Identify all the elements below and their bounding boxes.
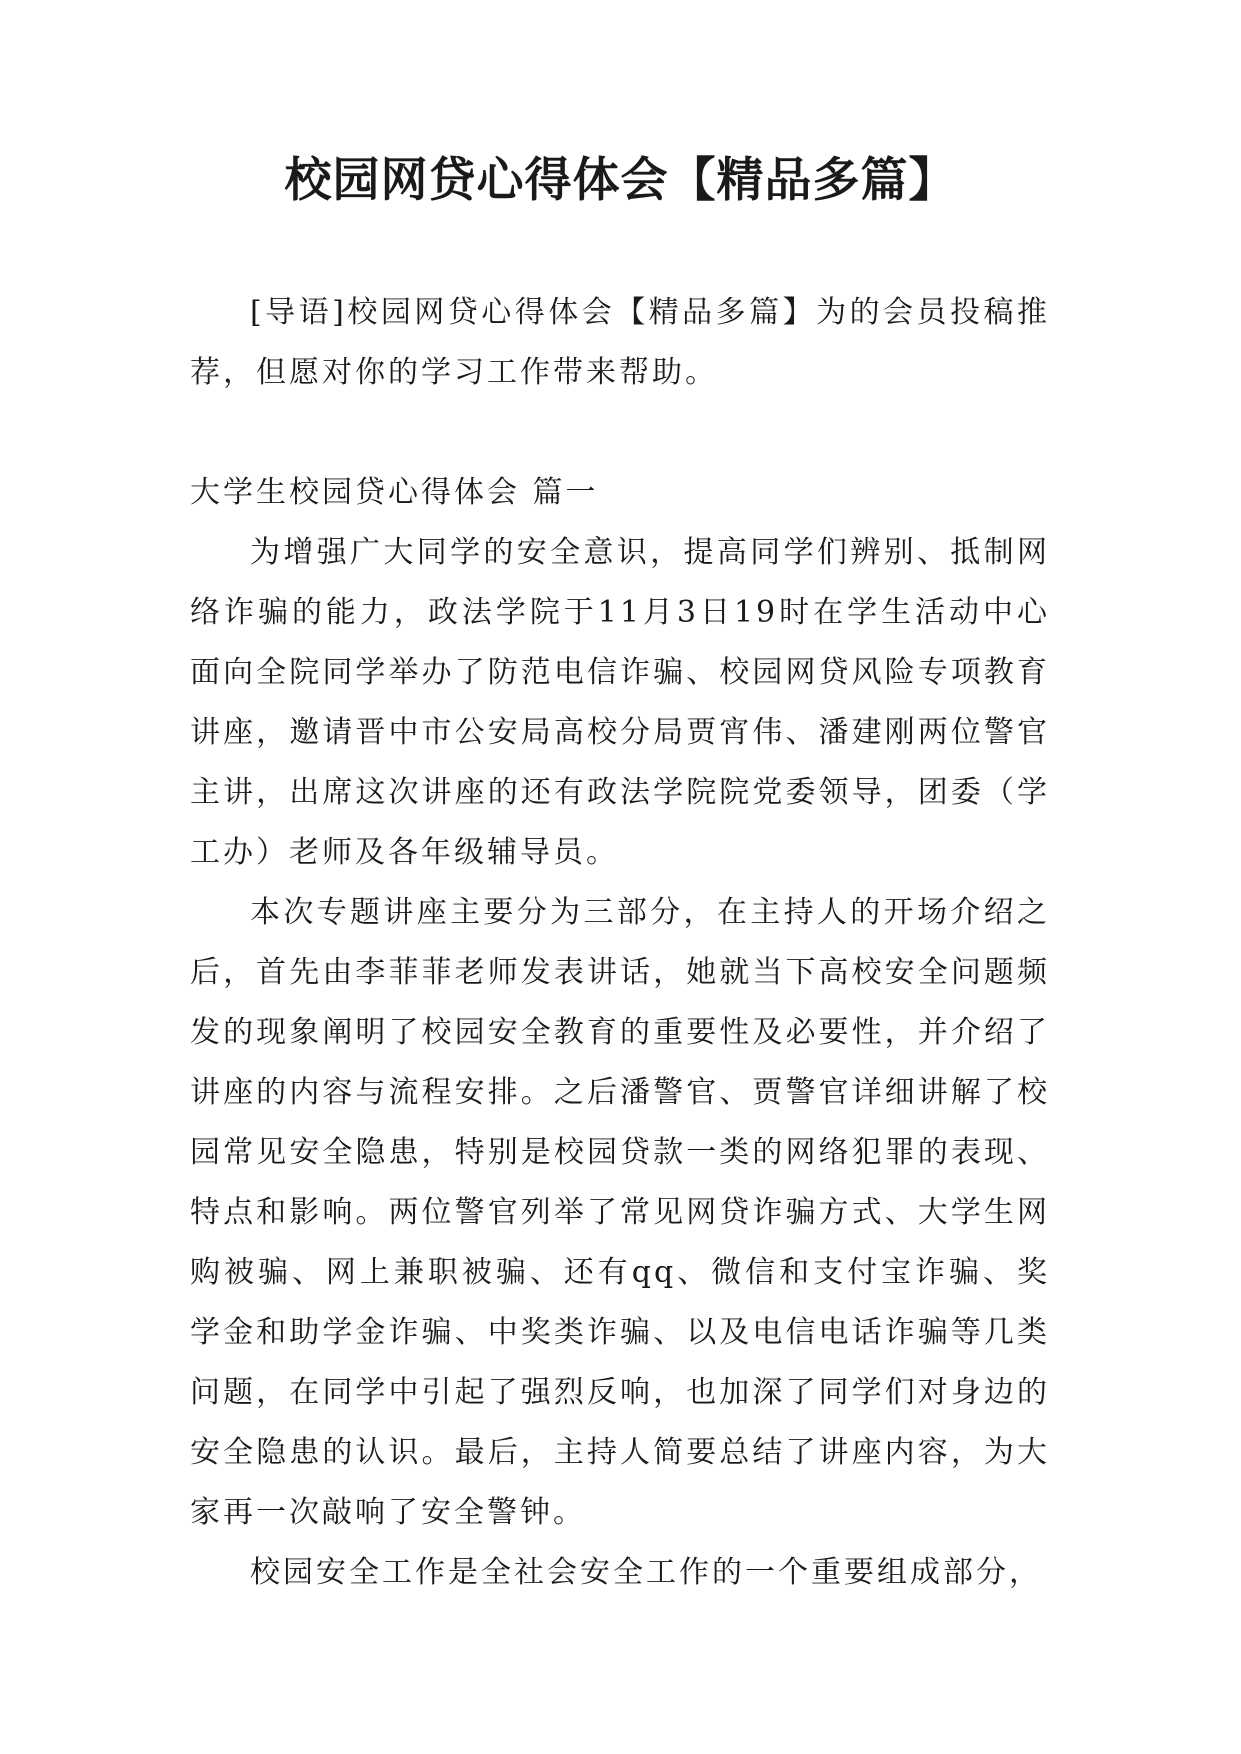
section-heading: 大学生校园贷心得体会 篇一 [190,475,599,510]
body-paragraph-3: 校园安全工作是全社会安全工作的一个重要组成部分， [250,1555,1042,1590]
document-body [190,283,1050,1603]
paragraph-gap [190,403,1050,463]
intro-paragraph: [导语]校园网贷心得体会【精品多篇】为的会员投稿推荐，但愿对你的学习工作带来帮助。 [190,295,1050,390]
body-paragraph-1: 为增强广大同学的安全意识，提高同学们辨别、抵制网络诈骗的能力，政法学院于11月3日19时在学生活动中心面向全院同学举办了防范电信诈骗、校园网贷风险专项教育讲座，邀请晋中市公安局高校分局贾宵伟、潘建刚两位警官主讲，出席这次讲座的还有政法学院院党委领导，团委（学工办）老师及各年级辅导员。 [190,535,1050,870]
body-paragraph-2: 本次专题讲座主要分为三部分，在主持人的开场介绍之后，首先由李菲菲老师发表讲话，她就当下高校安全问题频发的现象阐明了校园安全教育的重要性及必要性，并介绍了讲座的内容与流程安排。之后潘警官、贾警官详细讲解了校园常见安全隐患，特别是校园贷款一类的网络犯罪的表现、特点和影响。两位警官列举了常见网贷诈骗方式、大学生网购被骗、网上兼职被骗、还有qq、微信和支付宝诈骗、奖学金和助学金诈骗、中奖类诈骗、以及电信电话诈骗等几类问题，在同学中引起了强烈反响，也加深了同学们对身边的安全隐患的认识。最后，主持人简要总结了讲座内容，为大家再一次敲响了安全警钟。 [190,895,1050,1530]
document-title: 校园网贷心得体会【精品多篇】 [284,153,957,208]
